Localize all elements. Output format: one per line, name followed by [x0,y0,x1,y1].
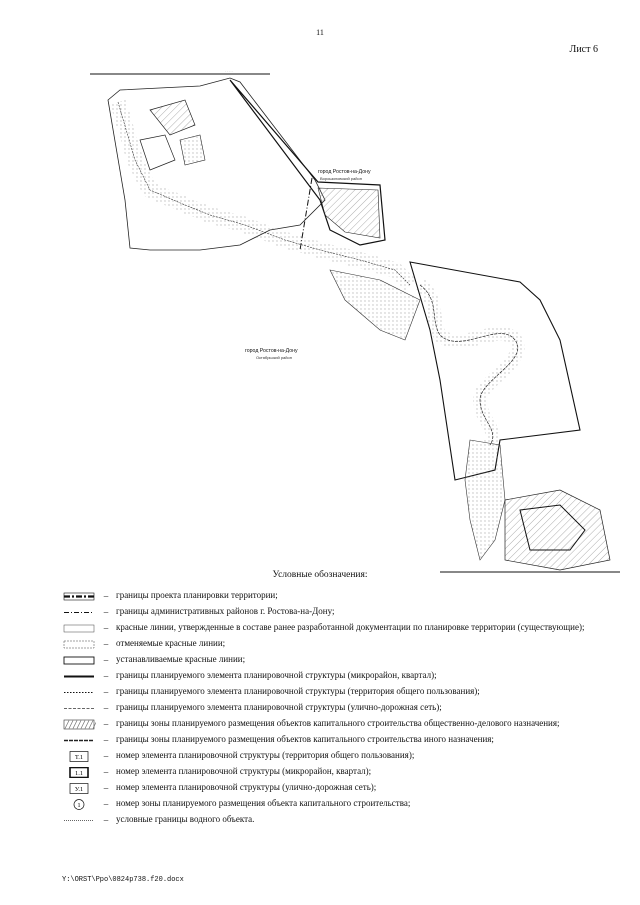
legend-item-text: границы зоны планируемого размещения объектов капитального строительства иного назначения; [116,734,494,744]
footer-file-path: Y:\ORST\Ppo\0824p738.f20.docx [62,876,184,884]
legend-item-symbol-label: 1 [77,802,81,809]
legend-item [62,718,602,731]
street-number-box-icon [62,783,96,794]
legend-item-dash: – [103,783,109,793]
legend-item-text: границы административных районов г. Ростова-на-Дону; [116,606,335,616]
public-territory-number-box-icon [62,751,96,762]
legend-item-text: границы проекта планировки территории; [116,590,278,600]
legend [62,590,602,830]
legend-item-dash: – [103,655,109,665]
legend-item [62,782,602,795]
legend-item-dash: – [103,623,109,633]
legend-item-dash: – [103,799,109,809]
top-boundary-caption: · · · · · [225,69,234,73]
legend-item-text: номер зоны планируемого размещения объекта капитального строительства; [116,798,411,808]
legend-item-dash: – [103,591,109,601]
microdistrict-number-box-icon [62,767,96,778]
parcel-nw-3 [180,135,205,165]
legend-item-dash: – [103,703,109,713]
district-label-north-sub: Ворошиловский район [320,176,362,181]
legend-item-dash: – [103,751,109,761]
admin-district-boundary-line-icon [62,607,96,618]
legend-item [62,766,602,779]
legend-item-text: условные границы водного объекта. [116,814,255,824]
legend-item-text: границы планируемого элемента планировочной структуры (территория общего пользования); [116,686,480,696]
cancelled-red-line-icon [62,639,96,650]
legend-item [62,750,602,763]
legend-item [62,654,602,667]
legend-item-dash: – [103,719,109,729]
legend-item [62,670,602,683]
sheet-label: Лист 6 [569,44,598,55]
parcel-nw-1 [150,100,195,135]
legend-item-dash: – [103,671,109,681]
public-business-zone-hatch-icon [62,719,96,730]
other-purpose-zone-line-icon [62,735,96,746]
legend-item [62,606,602,619]
parcel-north-mid [318,188,380,238]
microdistrict-boundary-line-icon [62,671,96,682]
legend-item-text: отменяемые красные линии; [116,638,226,648]
legend-item [62,686,602,699]
legend-item [62,590,602,603]
legend-item-text: номер элемента планировочной структуры (улично-дорожная сеть); [116,782,377,792]
legend-item-dash: – [103,815,109,825]
legend-item-text: номер элемента планировочной структуры (микрорайон, квартал); [116,766,372,776]
legend-item-symbol-label: Т.1 [74,754,84,761]
legend-item-text: номер элемента планировочной структуры (территория общего пользования); [116,750,415,760]
legend-item-dash: – [103,639,109,649]
legend-item-dash: – [103,735,109,745]
public-territory-boundary-line-icon [62,687,96,698]
legend-item-text: границы зоны планируемого размещения объектов капитального строительства общественно-делового назначения; [116,718,560,728]
district-label-south-sub: Октябрьский район [256,355,292,360]
project-boundary-line-icon [62,591,96,602]
district-label-south: город Ростов-на-Дону [245,348,298,354]
established-red-line-icon [62,655,96,666]
planning-area-south-east [505,490,610,570]
zone-number-circle-icon [62,799,96,810]
district-label-north: город Ростов-на-Дону [318,169,371,175]
legend-item [62,622,602,635]
legend-item [62,702,602,715]
legend-item-dash: – [103,767,109,777]
street-corridor-south [465,440,505,560]
legend-item-dash: – [103,687,109,697]
legend-item [62,814,602,827]
street-network-boundary-line-icon [62,703,96,714]
water-body-channel [420,285,518,445]
page-number: 11 [316,28,324,37]
legend-item [62,798,602,811]
legend-item-text: границы планируемого элемента планировочной структуры (микрорайон, квартал); [116,670,437,680]
legend-item-text: границы планируемого элемента планировочной структуры (улично-дорожная сеть); [116,702,442,712]
legend-title: Условные обозначения: [272,570,368,580]
approved-red-line-icon [62,623,96,634]
legend-item-text: устанавливаемые красные линии; [116,654,246,664]
legend-item-symbol-label: У.1 [74,786,84,793]
legend-item [62,638,602,651]
water-body-boundary-line-icon [62,815,96,826]
legend-item-text: красные линии, утвержденные в составе ранее разработанной документации по планировке территории (существующие); [116,622,585,632]
legend-item-symbol-label: 1.1 [74,770,84,777]
legend-item [62,734,602,747]
legend-item-dash: – [103,607,109,617]
